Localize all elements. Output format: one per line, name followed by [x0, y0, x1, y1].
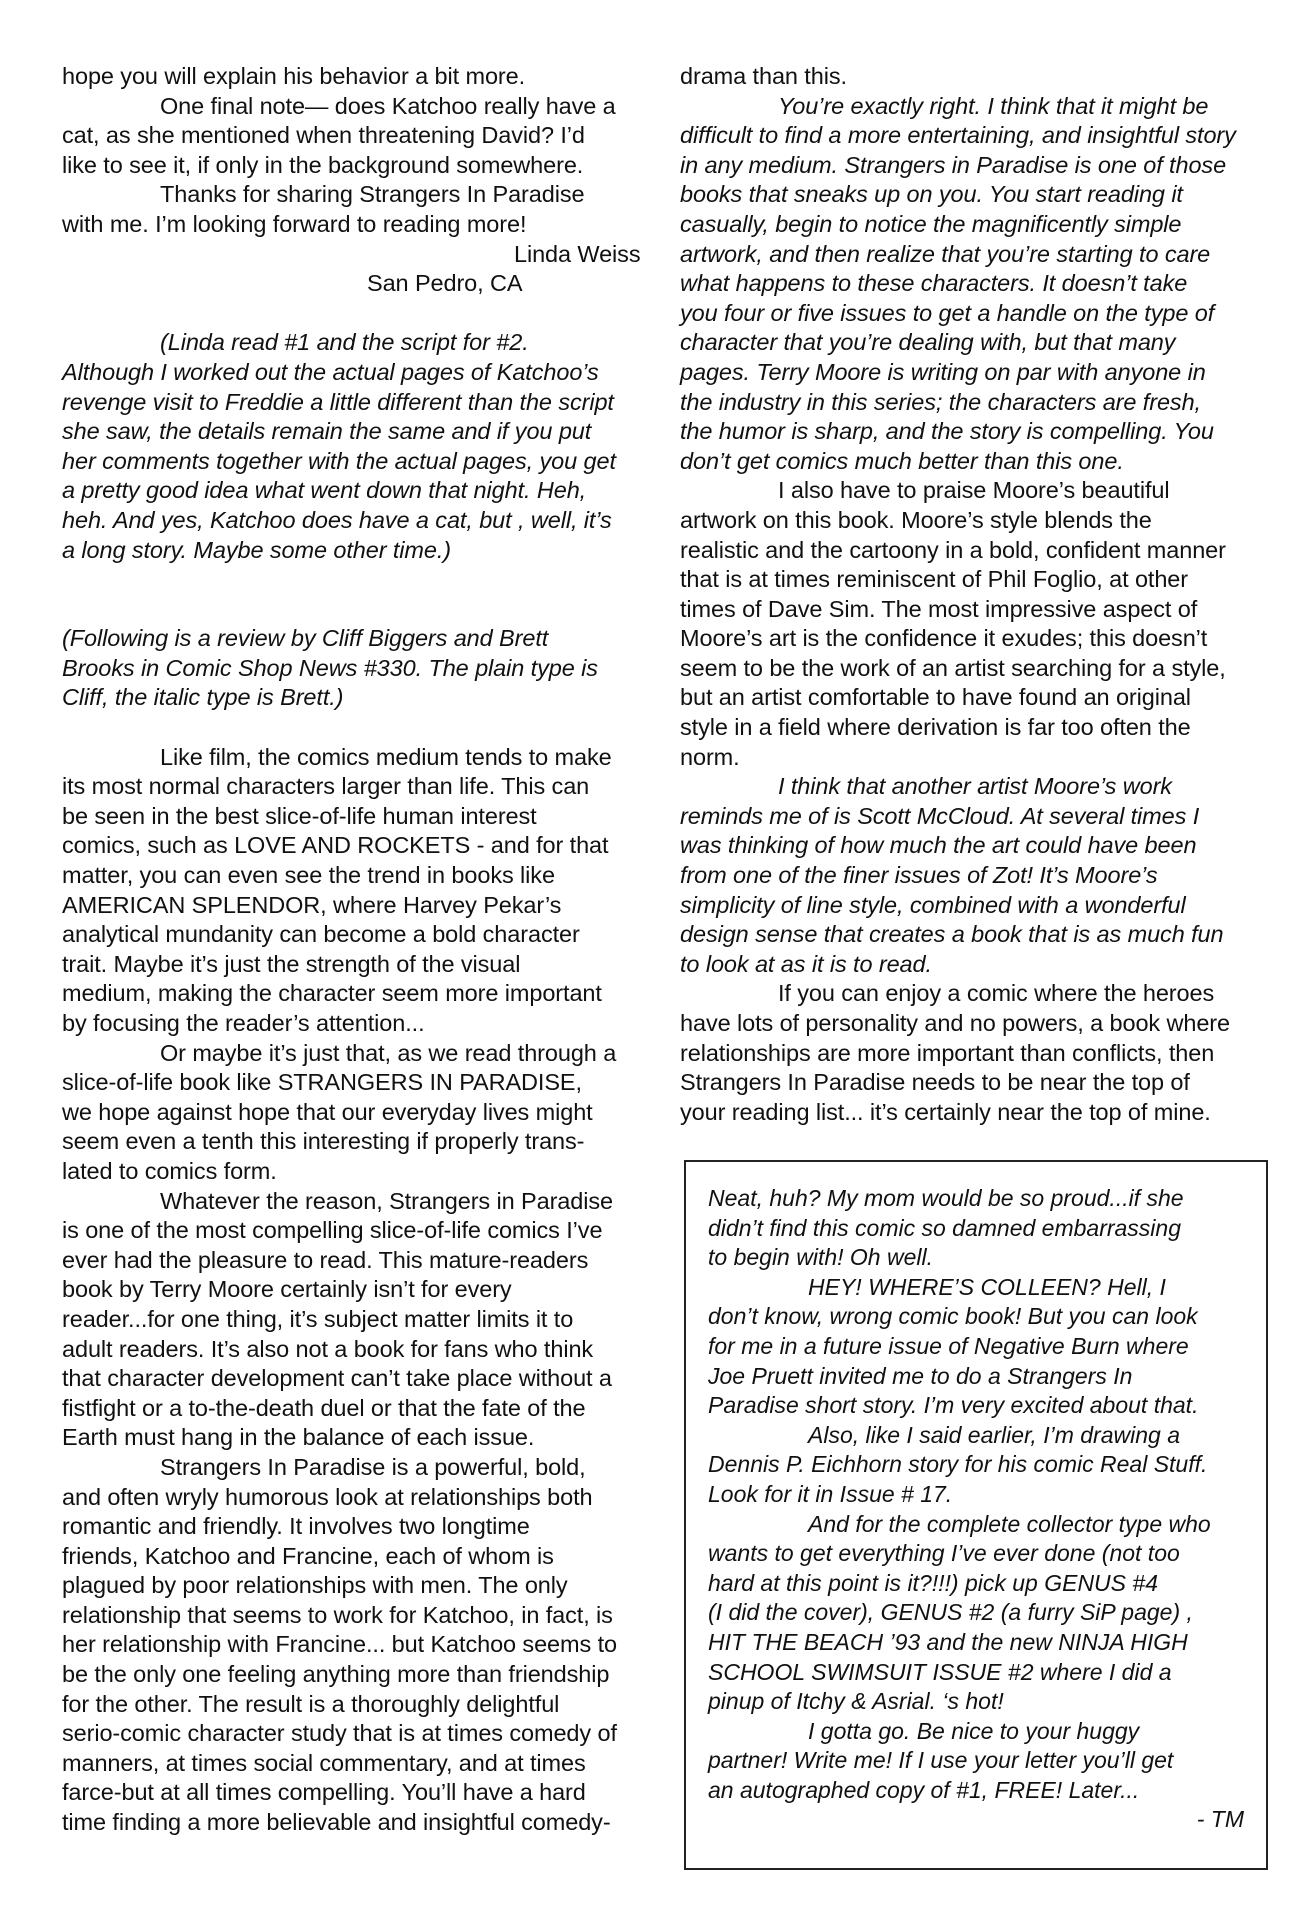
text-line: HIT THE BEACH ’93 and the new NINJA HIGH [708, 1628, 1188, 1655]
text-line: be seen in the best slice-of-life human interest [62, 802, 537, 829]
letter-text [62, 62, 652, 240]
text-line: style in a field where derivation is far too often the [680, 714, 1191, 741]
review-paragraph [62, 1187, 652, 1453]
editor-note-box [684, 1160, 1268, 1870]
text-line: Dennis P. Eichhorn story for his comic Real Stuff. [708, 1451, 1208, 1478]
text-line: partner! Write me! If I use your letter you’ll get [708, 1747, 1174, 1774]
text-line: time finding a more believable and insightful comedy- [62, 1809, 611, 1836]
text-line: relationships are more important than conflicts, then [680, 1039, 1215, 1066]
text-line: cat, as she mentioned when threatening David? I’d [62, 122, 585, 149]
text-line: with me. I’m looking forward to reading more! [62, 210, 527, 237]
text-line: books that sneaks up on you. You start reading it [680, 181, 1183, 208]
text-line: but an artist comfortable to have found an original [680, 684, 1191, 711]
text-line: was thinking of how much the art could have been [680, 832, 1197, 859]
text-line: that is at times reminiscent of Phil Foglio, at other [680, 566, 1189, 593]
letter-signature-place: San Pedro, CA [367, 270, 523, 297]
text-line: Like film, the comics medium tends to make [160, 743, 612, 770]
text-line: (Linda read #1 and the script for #2. [160, 329, 529, 356]
text-line: to look at as it is to read. [680, 950, 932, 977]
text-line: times of Dave Sim. The most impressive aspect of [680, 595, 1198, 622]
text-line: wants to get everything I’ve ever done (not too [708, 1540, 1180, 1567]
text-line: hard at this point is it?!!!) pick up GENUS #4 [708, 1569, 1158, 1596]
text-line: Look for it in Issue # 17. [708, 1480, 953, 1507]
text-line: and often wryly humorous look at relationships both [62, 1483, 593, 1510]
text-line: seem to be the work of an artist searching for a style, [680, 654, 1226, 681]
review-paragraph [680, 476, 1268, 772]
text-line: You’re exactly right. I think that it might be [778, 92, 1209, 119]
text-line: artwork, and then realize that you’re starting to care [680, 240, 1211, 267]
text-line: Earth must hang in the balance of each issue. [62, 1424, 535, 1451]
left-column [62, 62, 652, 1838]
text-line: be the only one feeling anything more than friendship [62, 1661, 610, 1688]
text-line: Whatever the reason, Strangers in Paradise [160, 1187, 613, 1214]
text-line: analytical mundanity can become a bold character [62, 921, 580, 948]
text-line: serio-comic character study that is at times comedy of [62, 1720, 617, 1747]
text-line: her relationship with Francine... but Katchoo seems to [62, 1631, 617, 1658]
text-line: you four or five issues to get a handle on the type of [680, 299, 1215, 326]
text-line: for the other. The result is a thoroughly delightful [62, 1690, 560, 1717]
text-line: a pretty good idea what went down that night. Heh, [62, 477, 587, 504]
text-line: she saw, the details remain the same and if you put [62, 418, 592, 445]
text-line: Paradise short story. I’m very excited about that. [708, 1392, 1199, 1419]
text-line: difficult to find a more entertaining, and insightful story [680, 122, 1236, 149]
text-line: simplicity of line style, combined with a wonderful [680, 891, 1186, 918]
text-line: to begin with! Oh well. [708, 1244, 934, 1271]
text-line: heh. And yes, Katchoo does have a cat, but , well, it’s [62, 506, 612, 533]
text-line: relationship that seems to work for Katchoo, in fact, is [62, 1601, 613, 1628]
text-line: And for the complete collector type who [808, 1510, 1211, 1537]
text-line: Also, like I said earlier, I’m drawing a [808, 1421, 1180, 1448]
text-line: what happens to these characters. It doesn’t take [680, 270, 1188, 297]
text-line: ever had the pleasure to read. This mature-readers [62, 1246, 589, 1273]
text-line: don’t get comics much better than this one. [680, 447, 1124, 474]
text-line: If you can enjoy a comic where the heroes [778, 980, 1215, 1007]
text-line: lated to comics form. [62, 1157, 277, 1184]
text-line: an autographed copy of #1, FREE! Later... [708, 1776, 1140, 1803]
text-line: casually, begin to notice the magnificently simple [680, 210, 1182, 237]
text-line: is one of the most compelling slice-of-life comics I’ve [62, 1217, 603, 1244]
text-line: revenge visit to Freddie a little different than the script [62, 388, 614, 415]
review-intro [62, 624, 652, 713]
text-line: Strangers In Paradise needs to be near the top of [680, 1069, 1190, 1096]
text-line: the industry in this series; the characters are fresh, [680, 388, 1201, 415]
text-line: I also have to praise Moore’s beautiful [778, 477, 1170, 504]
text-line: HEY! WHERE’S COLLEEN? Hell, I [808, 1273, 1166, 1300]
editor-reply [62, 328, 652, 565]
text-line: I gotta go. Be nice to your huggy [808, 1717, 1140, 1744]
text-line: Moore’s art is the confidence it exudes; this doesn’t [680, 625, 1208, 652]
review-paragraph [62, 743, 652, 1039]
text-line: hope you will explain his behavior a bit more. [62, 63, 526, 89]
text-line: medium, making the character seem more important [62, 980, 602, 1007]
text-line: design sense that creates a book that is as much fun [680, 921, 1224, 948]
text-line: in any medium. Strangers in Paradise is one of those [680, 151, 1227, 178]
text-line: plagued by poor relationships with men. The only [62, 1572, 568, 1599]
text-line: Brooks in Comic Shop News #330. The plain type is [62, 654, 598, 681]
text-line: fistfight or a to-the-death duel or that the fate of the [62, 1394, 586, 1421]
text-line: artwork on this book. Moore’s style blends the [680, 506, 1152, 533]
text-line: have lots of personality and no powers, a book where [680, 1010, 1230, 1036]
review-paragraph-italic [680, 92, 1268, 477]
text-line: drama than this. [680, 63, 847, 89]
text-line: like to see it, if only in the background somewhere. [62, 151, 584, 178]
text-line: matter, you can even see the trend in books like [62, 862, 555, 889]
text-line: friends, Katchoo and Francine, each of whom is [62, 1542, 554, 1569]
review-paragraph-italic [680, 772, 1268, 979]
text-line: reminds me of is Scott McCloud. At several times I [680, 802, 1200, 829]
text-line: (I did the cover), GENUS #2 (a furry SiP page) , [708, 1599, 1193, 1626]
editor-note-text [708, 1184, 1248, 1835]
text-line: manners, at times social commentary, and at times [62, 1749, 586, 1776]
right-column [680, 62, 1268, 1127]
text-line: trait. Maybe it’s just the strength of the visual [62, 950, 521, 977]
text-line: (Following is a review by Cliff Biggers and Brett [62, 625, 549, 652]
text-line: book by Terry Moore certainly isn’t for every [62, 1276, 512, 1303]
text-line: Thanks for sharing Strangers In Paradise [160, 181, 585, 208]
text-line: a long story. Maybe some other time.) [62, 536, 451, 563]
text-line: romantic and friendly. It involves two longtime [62, 1513, 530, 1540]
text-line: norm. [680, 743, 740, 770]
text-line: your reading list... it’s certainly near the top of mine. [680, 1098, 1211, 1125]
text-line: reader...for one thing, it’s subject matter limits it to [62, 1305, 574, 1332]
text-line: we hope against hope that our everyday lives might [62, 1098, 593, 1125]
text-line: don’t know, wrong comic book! But you can look [708, 1303, 1198, 1330]
text-line: Although I worked out the actual pages of Katchoo’s [62, 358, 599, 385]
text-line: from one of the finer issues of Zot! It’s Moore’s [680, 862, 1158, 889]
text-line: Strangers In Paradise is a powerful, bold, [160, 1453, 586, 1480]
text-line: slice-of-life book like STRANGERS IN PARADISE, [62, 1069, 582, 1096]
text-line: by focusing the reader’s attention... [62, 1010, 425, 1036]
text-line: pinup of Itchy & Asrial. ‘s hot! [708, 1688, 1004, 1715]
text-line: didn’t find this comic so damned embarrassing [708, 1214, 1182, 1241]
note-sign-off: - TM [1196, 1806, 1244, 1833]
text-line: adult readers. It’s also not a book for fans who think [62, 1335, 594, 1362]
text-line: farce-but at all times compelling. You’ll have a hard [62, 1779, 586, 1806]
text-line: its most normal characters larger than life. This can [62, 773, 590, 800]
text-line: realistic and the cartoony in a bold, confident manner [680, 536, 1226, 563]
text-line: Neat, huh? My mom would be so proud...if she [708, 1185, 1184, 1211]
text-line: her comments together with the actual pages, you get [62, 447, 616, 474]
text-line: SCHOOL SWIMSUIT ISSUE #2 where I did a [708, 1658, 1172, 1685]
review-paragraph [62, 1453, 652, 1838]
review-paragraph [62, 1039, 652, 1187]
text-line: Joe Pruett invited me to do a Strangers In [708, 1362, 1133, 1389]
text-line: seem even a tenth this interesting if properly trans- [62, 1128, 585, 1155]
text-line: the humor is sharp, and the story is compelling. You [680, 418, 1214, 445]
text-line: Or maybe it’s just that, as we read through a [160, 1039, 617, 1066]
text-line: pages. Terry Moore is writing on par with anyone in [680, 358, 1206, 385]
text-line: character that you’re dealing with, but that many [680, 329, 1176, 356]
review-paragraph [680, 62, 1268, 92]
text-line: comics, such as LOVE AND ROCKETS - and for that [62, 832, 609, 859]
review-paragraph [680, 979, 1268, 1127]
text-line: AMERICAN SPLENDOR, where Harvey Pekar’s [62, 891, 562, 918]
text-line: for me in a future issue of Negative Burn where [708, 1332, 1189, 1359]
text-line: that character development can’t take place without a [62, 1365, 612, 1392]
text-line: One final note— does Katchoo really have a [160, 92, 616, 119]
text-line: I think that another artist Moore’s work [778, 773, 1172, 800]
text-line: Cliff, the italic type is Brett.) [62, 684, 344, 711]
letter-signature-name: Linda Weiss [514, 240, 641, 267]
